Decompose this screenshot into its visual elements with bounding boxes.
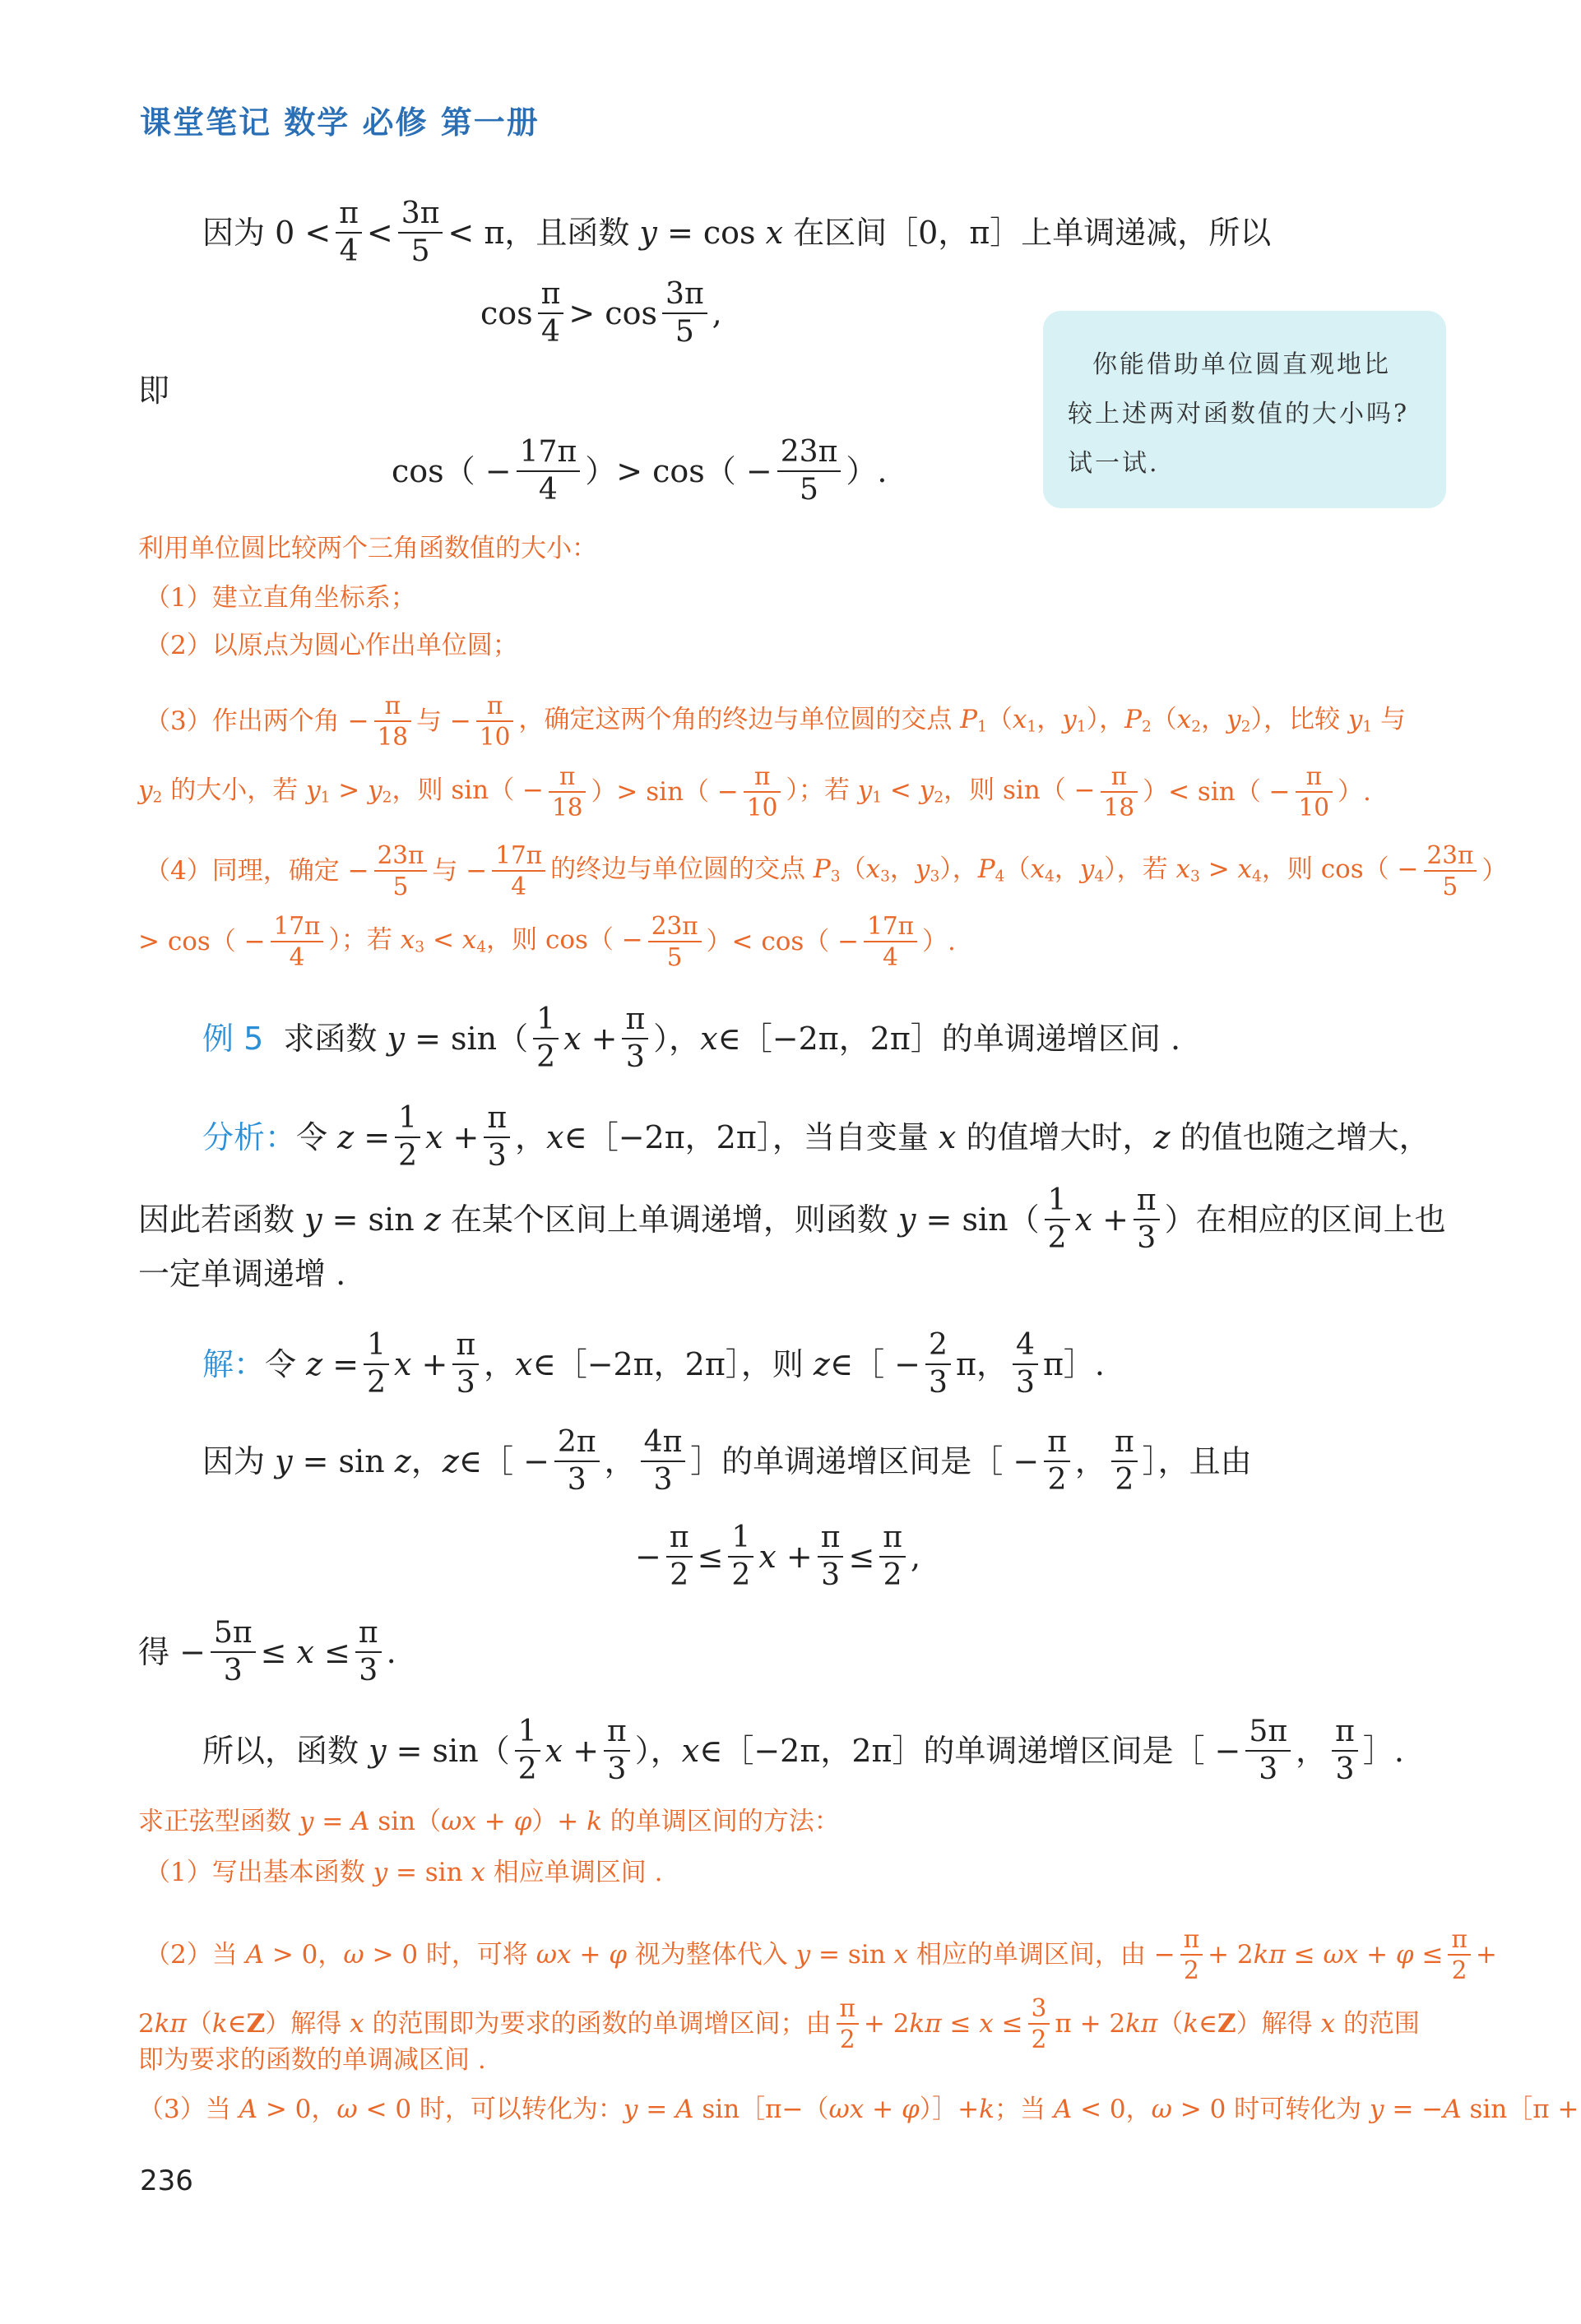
orange-method-title: 求正弦型函数 y = A sin（ωx + φ）+ k 的单调区间的方法：	[138, 1807, 840, 1836]
solution-result: 得 − $\frac{5\pi}{3}$ ≤ x ≤ $\frac{\pi}{3}$ .	[138, 1615, 396, 1687]
analysis-line-2: 因此若函数 y = sin z 在某个区间上单调递增，则函数 y = sin（ $\frac{1}{2}$ x + $\frac{\pi}{3}$ ）在相应的区间上也	[138, 1183, 1446, 1255]
page-number: 236	[140, 2164, 193, 2197]
orange-note-title: 利用单位圆比较两个三角函数值的大小：	[138, 534, 597, 563]
analysis-line-3: 一定单调递增 .	[138, 1256, 346, 1292]
orange-note-2: （2）以原点为圆心作出单位圆；	[145, 631, 518, 660]
text-line-ji: 即	[138, 373, 170, 409]
solution-line-2: 因为 y = sin z，z∈［ − $\frac{2\pi}{3}$ ， $\frac{4\pi}{3}$ ］的单调递增区间是［ − $\frac{\pi}{2}$ ， $\frac{\pi}{2}$ ］，且由	[202, 1424, 1252, 1497]
orange-method-1: （1）写出基本函数 y = sin x 相应单调区间 .	[145, 1858, 663, 1887]
text-line-3: cos（ − $\frac{17\pi}{4}$ ）> cos（ − $\frac{23\pi}{5}$ ）.	[392, 434, 888, 507]
orange-note-3a: （3）作出两个角 − $\frac{\pi}{18}$ 与 − $\frac{\pi}{10}$ ，确定这两个角的终边与单位圆的交点 $P_1(x_1$，$y_1$），$P_2(x_2$，$y_2$），比较 $y_1$ 与	[145, 692, 1407, 752]
orange-note-1: （1）建立直角坐标系；	[145, 583, 416, 613]
orange-method-2a: （2）当 A > 0，ω > 0 时，可将 ωx + φ 视为整体代入 y = sin x 相应的单调区间，由 − $\frac{\pi}{2}$ + 2kπ ≤ ωx + φ ≤ $\frac{\pi}{2}$ +	[145, 1925, 1497, 1985]
orange-note-4a: （4）同理，确定 − $\frac{23\pi}{5}$ 与 − $\frac{17\pi}{4}$ 的终边与单位圆的交点 $P_3(x_3$，$y_3$），$P_4(x_4$，$y_4$），若 $x_3 > x_4$，则 cos（ − $\frac{23\pi}{5}$ ）	[145, 841, 1508, 901]
example-5: 例 5 求函数 y = sin（ $\frac{1}{2}$ x + $\frac{\pi}{3}$ ），x∈［−2π，2π］的单调递增区间 .	[202, 1002, 1181, 1074]
note-line-3: 试一试.	[1068, 449, 1160, 478]
orange-note-4b: > cos（ − $\frac{17\pi}{4}$ ）；若 $x_3 < x_4$，则 cos（ − $\frac{23\pi}{5}$ ）< cos（ − $\frac{17\pi}{4}$ ）.	[138, 912, 956, 972]
orange-note-3b: $y_2$ 的大小，若 $y_1 > y_2$，则 sin（ − $\frac{\pi}{18}$ ）> sin（ − $\frac{\pi}{10}$ ）；若 $y_1 < y_2$，则 sin（ − $\frac{\pi}{18}$ ）< sin（ − $\frac{\pi}{10}$ ）.	[138, 762, 1371, 822]
solution-conclusion: 所以，函数 y = sin（ $\frac{1}{2}$ x + $\frac{\pi}{3}$ ），x∈［−2π，2π］的单调递增区间是［ − $\frac{5\pi}{3}$ ， $\frac{\pi}{3}$ ］.	[202, 1714, 1404, 1786]
sidebar-note	[1043, 311, 1446, 508]
text-line-1: 因为 0 < $\frac{\pi}{4}$ < $\frac{3\pi}{5}$ < π，且函数 y = cos x 在区间［0，π］上单调递减，所以	[202, 196, 1272, 268]
solution-inequality: − $\frac{\pi}{2}$ ≤ $\frac{1}{2}$ x + $\frac{\pi}{3}$ ≤ $\frac{\pi}{2}$ ,	[635, 1520, 921, 1592]
solution-line-1: 解： 令 z = $\frac{1}{2}$ x + $\frac{\pi}{3}$ ，x∈［−2π，2π］，则 z∈［ − $\frac{2}{3}$ π， $\frac{4}{3}$ π］.	[202, 1327, 1105, 1400]
orange-method-2c: 即为要求的函数的单调减区间 .	[138, 2045, 486, 2075]
page-header: 课堂笔记 数学 必修 第一册	[140, 104, 540, 141]
note-line-1: 你能借助单位圆直观地比	[1092, 350, 1391, 379]
orange-method-3: （3）当 A > 0，ω < 0 时，可以转化为：y = A sin［π−（ωx + φ）］+k；当 A < 0，ω > 0 时可转化为 y = −A sin［π +	[138, 2095, 1579, 2124]
note-line-2: 较上述两对函数值的大小吗?	[1068, 400, 1410, 428]
orange-method-2b: 2kπ（k∈Z）解得 x 的范围即为要求的函数的单调增区间；由 $\frac{\pi}{2}$ + 2kπ ≤ x ≤ $\frac{3}{2}$ π + 2kπ（k∈Z）解得 x 的范围	[138, 1994, 1420, 2054]
analysis-line-1: 分析： 令 z = $\frac{1}{2}$ x + $\frac{\pi}{3}$ ，x∈［−2π，2π］，当自变量 x 的值增大时，z 的值也随之增大，	[202, 1100, 1430, 1173]
text-line-2: cos $\frac{\pi}{4}$ > cos $\frac{3\pi}{5}$ ,	[480, 276, 722, 349]
